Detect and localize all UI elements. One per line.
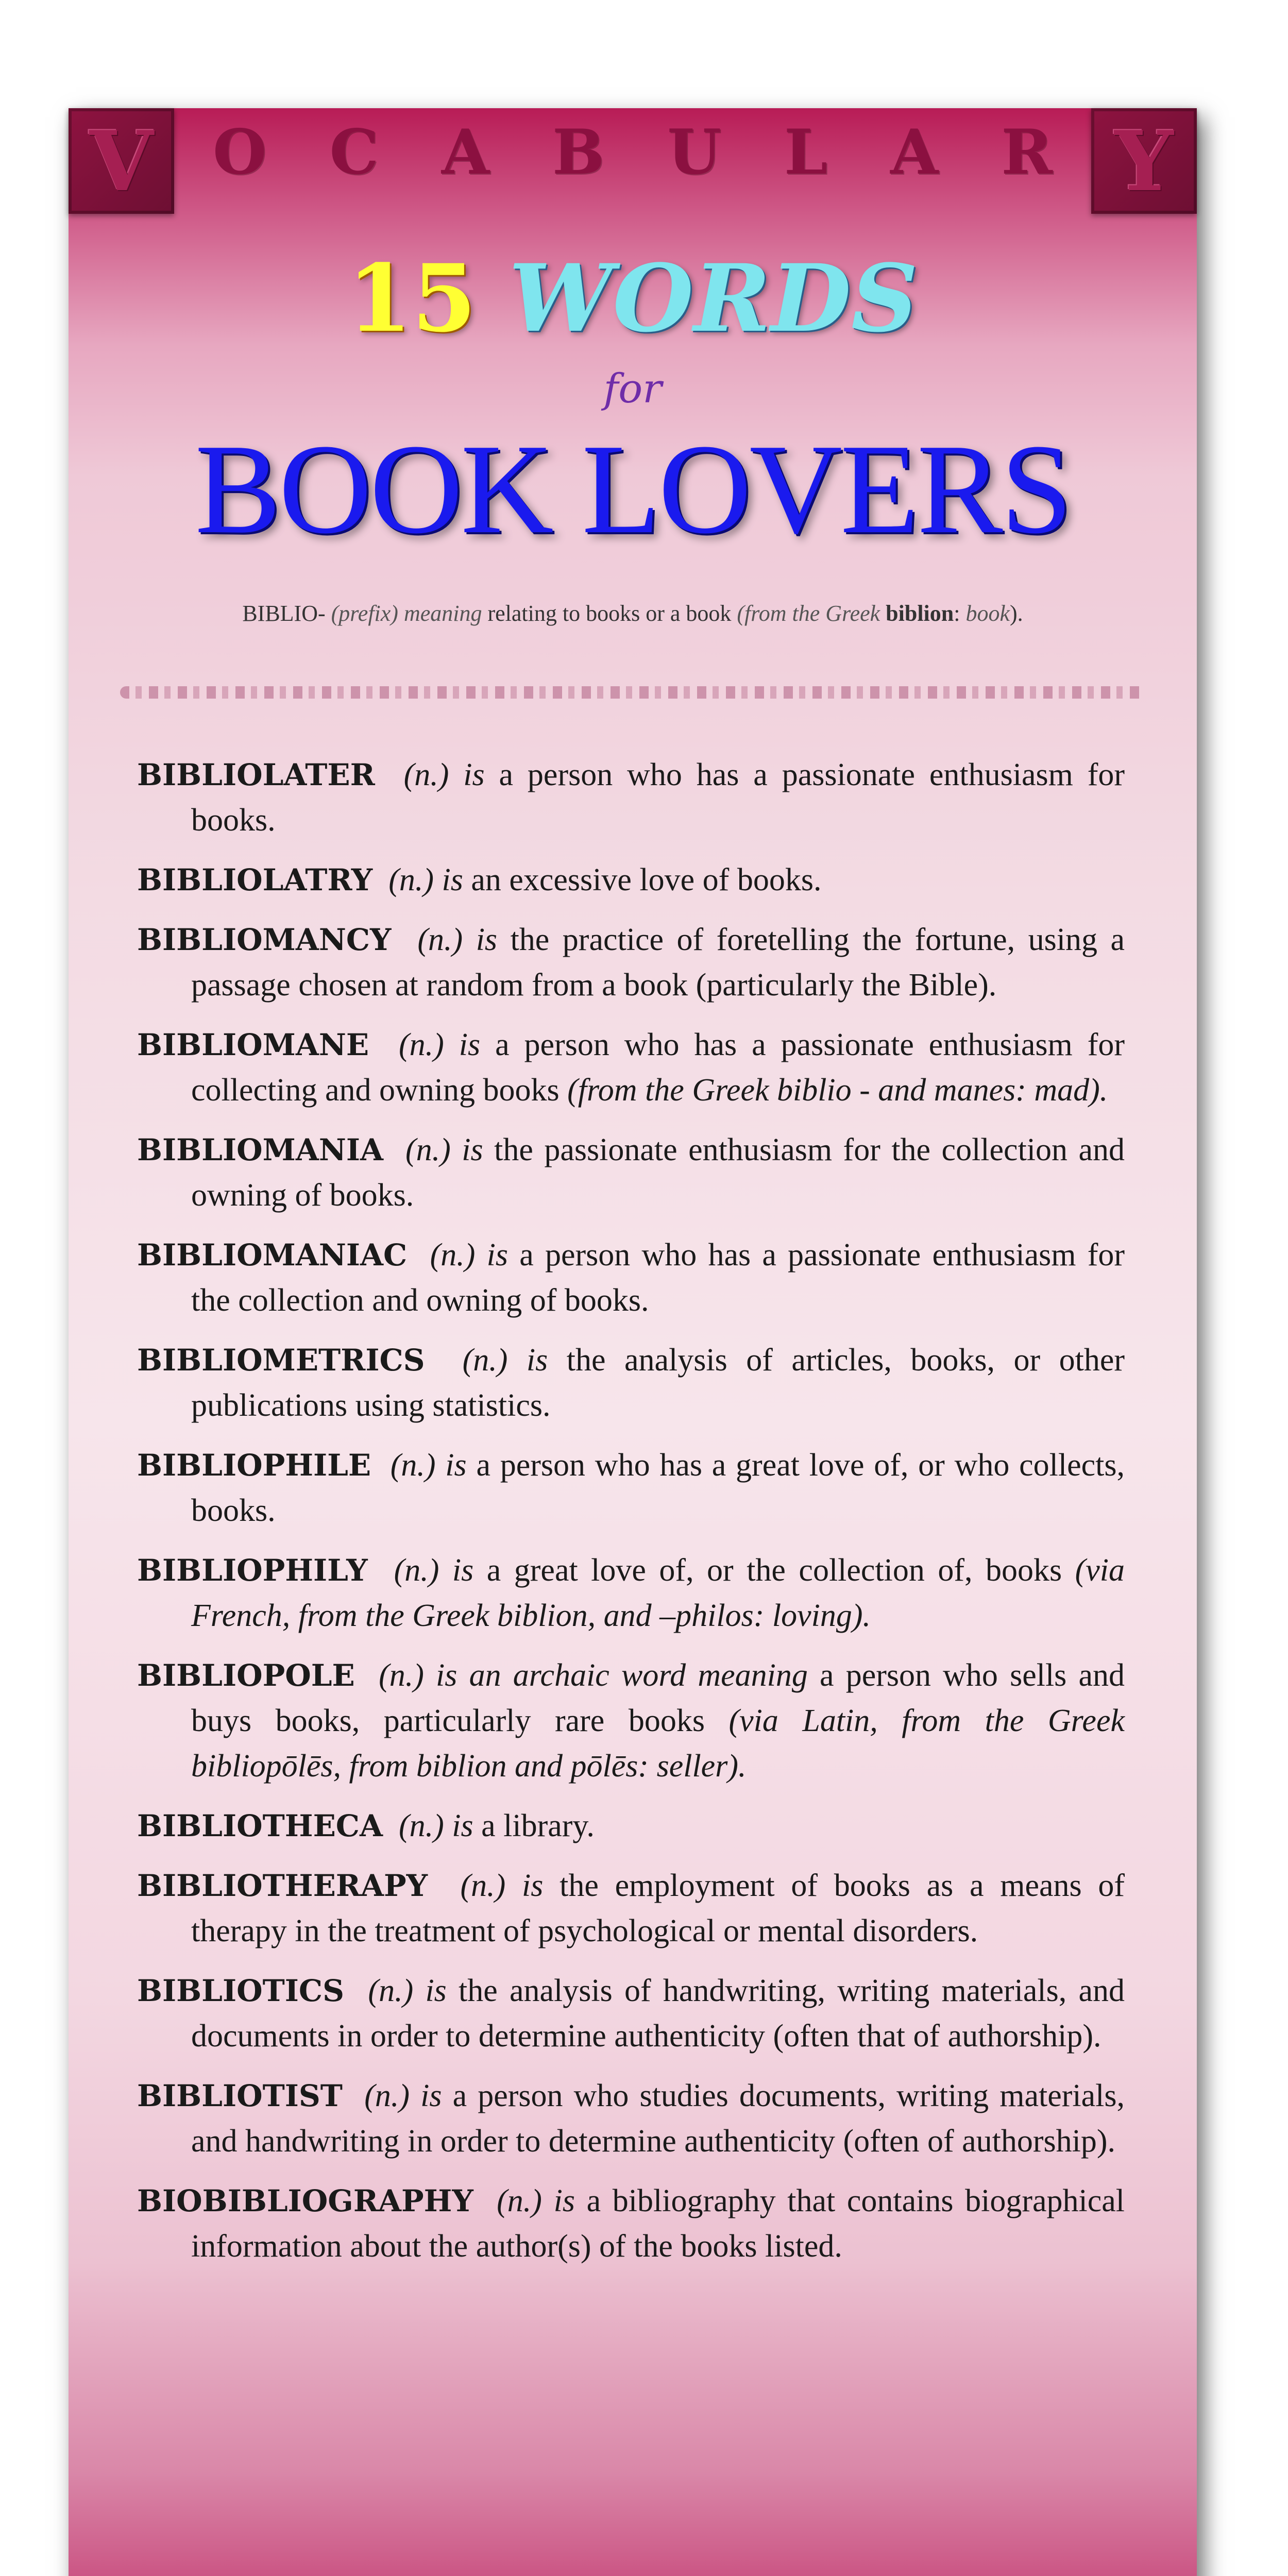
entry-is: is [463,757,485,792]
banner-letter: A [890,115,939,189]
entry-term: BIBLIOTICS [137,1973,344,2008]
entry-definition: the analysis of handwriting, writing materials, and documents in order to determine authenticity (often that of authorship). [191,1973,1125,2054]
title-book-lovers: BOOK LOVERS [195,418,1071,561]
ornamental-divider-top [120,686,1145,699]
entry-part-of-speech: (n.) [460,1868,506,1903]
list-item [137,1863,1125,1954]
origin-word: biblion [886,601,954,626]
list-item [137,2178,1125,2269]
list-item [137,1548,1125,1638]
entry-etymology: (from the Greek biblio - and manes: mad). [567,1073,1108,1108]
banner-letter: A [441,115,489,189]
entry-term: BIBLIOTHERAPY [137,1868,428,1903]
entry-is: is [425,1973,447,2008]
entry-definition: a great love of, or the collection of, books [486,1553,1062,1588]
list-item [137,1022,1125,1113]
title-count-words [69,244,1197,353]
entry-term: BIBLIOPHILY [137,1553,368,1588]
list-item [137,1337,1125,1428]
entry-definition: the passionate enthusiasm for the collection and owning of books. [191,1132,1125,1213]
entry-term: BIOBIBLIOGRAPHY [137,2183,473,2218]
entry-term: BIBLIOLATRY [137,862,373,897]
biblio-definition [69,600,1197,626]
corner-letter: Y [1114,112,1174,210]
entry-definition: the employment of books as a means of therapy in the treatment of psychological or mental disorders. [191,1868,1125,1948]
entry-is: is [522,1868,544,1903]
entry-definition: a person who sells and buys books, particularly rare books [191,1658,1125,1738]
corner-tile-top-left [69,108,174,214]
entry-term: BIBLIOTHECA [137,1808,383,1843]
entry-definition: a bibliography that contains biographical information about the author(s) of the books listed. [191,2183,1125,2264]
title-for: for [603,366,662,412]
origin-close: ). [1010,601,1023,626]
banner-letter: R [1001,115,1053,189]
list-item [137,1127,1125,1218]
entry-definition: a person who has a passionate enthusiasm for the collection and owning of books. [191,1238,1125,1318]
prefix-meaning: relating to books or a book [487,601,732,626]
prefix-note: (prefix) meaning [331,601,482,626]
entry-term: BIBLIOTIST [137,2078,343,2113]
list-item [137,917,1125,1008]
entry-etymology: (via French, from the Greek biblion, and –philos: loving). [191,1553,1125,1633]
entry-part-of-speech: (n.) [398,1027,444,1062]
entry-is: is [452,1808,473,1843]
entry-is: is [476,922,498,957]
entry-part-of-speech: (n.) [388,862,434,897]
title-number: 15 [347,244,477,353]
entry-is: is [526,1343,548,1378]
origin-colon: : [954,601,960,626]
corner-tile-top-right [1091,108,1197,214]
entry-term: BIBLIOLATER [137,757,375,792]
entry-definition: a person who studies documents, writing materials, and handwriting in order to determine authenticity (often of authorship). [191,2078,1125,2159]
entry-part-of-speech: (n.) [394,1553,439,1588]
entry-is: is [462,1132,483,1167]
entry-term: BIBLIOPOLE [137,1658,355,1693]
entry-etymology: (via Latin, from the Greek bibliopōlēs, from biblion and pōlēs: seller). [191,1703,1125,1784]
entry-is: is [459,1027,481,1062]
entry-is: is [420,2078,442,2113]
entry-definition: a person who has a passionate enthusiasm for collecting and owning books [191,1027,1125,1108]
list-item [137,1968,1125,2059]
entry-is: is [452,1553,474,1588]
banner-letter: O [213,115,267,189]
entry-part-of-speech: (n.) [364,2078,410,2113]
corner-letter: V [89,112,154,210]
entry-part-of-speech: (n.) [379,1658,424,1693]
entry-part-of-speech: (n.) [430,1238,476,1273]
list-item [137,752,1125,843]
list-item [137,2073,1125,2164]
entry-part-of-speech: (n.) [403,757,449,792]
entry-term: BIBLIOMANCY [137,922,392,957]
list-item [137,1443,1125,1533]
entry-definition: the practice of foretelling the fortune, using a passage chosen at random from a book (particularly the Bible). [191,922,1125,1003]
banner-letter: C [329,115,379,189]
entry-term: BIBLIOPHILE [137,1448,371,1483]
list-item [137,1803,1125,1849]
entry-term: BIBLIOMANE [137,1027,369,1062]
entry-is: is [553,2183,575,2218]
entry-part-of-speech: (n.) [405,1132,451,1167]
banner-letter: L [784,115,828,189]
entry-is: is [486,1238,508,1273]
banner-letter: U [667,115,721,189]
origin-open: (from the Greek [737,601,880,626]
entry-part-of-speech: (n.) [497,2183,542,2218]
entry-part-of-speech: (n.) [398,1808,444,1843]
entry-part-of-speech: (n.) [462,1343,508,1378]
word-list [137,752,1125,2283]
entry-part-of-speech: (n.) [417,922,463,957]
entry-is: is [445,1448,467,1483]
origin-gloss: book [965,601,1010,626]
entry-term: BIBLIOMETRICS [137,1343,425,1378]
entry-definition: an excessive love of books. [471,862,822,897]
entry-definition: the analysis of articles, books, or other publications using statistics. [191,1343,1125,1423]
list-item [137,1232,1125,1323]
entry-part-of-speech: (n.) [390,1448,436,1483]
entry-is: is an archaic word meaning [436,1658,808,1693]
entry-term: BIBLIOMANIA [137,1132,383,1167]
entry-definition: a library. [481,1808,595,1843]
entry-part-of-speech: (n.) [368,1973,414,2008]
entry-definition: a person who has a passionate enthusiasm for books. [191,757,1125,838]
title-words: WORDS [509,244,918,353]
list-item [137,857,1125,903]
list-item [137,1653,1125,1789]
entry-is: is [442,862,463,897]
banner-letter: B [552,115,605,189]
vocabulary-banner [177,108,1089,196]
entry-term: BIBLIOMANIAC [137,1238,408,1273]
entry-definition: a person who has a great love of, or who collects, books. [191,1448,1125,1528]
infographic-poster [69,108,1197,2576]
prefix: BIBLIO- [242,601,326,626]
